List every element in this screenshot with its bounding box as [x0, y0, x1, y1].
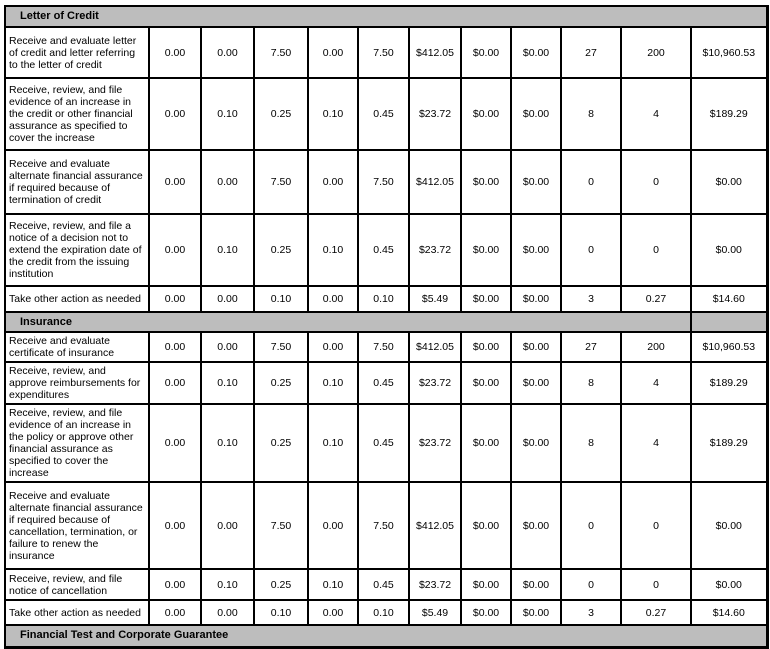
section-header-label: Letter of Credit: [5, 6, 767, 27]
value-cell: $0.00: [461, 286, 511, 312]
value-cell: $0.00: [461, 600, 511, 625]
value-cell: $5.49: [409, 600, 461, 625]
value-cell: $0.00: [511, 78, 561, 150]
activity-cell: Receive and evaluate alternate financial assurance if required because of termination of credit: [5, 150, 149, 214]
value-cell: $0.00: [461, 569, 511, 600]
value-cell: $189.29: [691, 404, 767, 482]
value-cell: $5.49: [409, 286, 461, 312]
table-row: [5, 362, 767, 404]
value-cell: $0.00: [511, 150, 561, 214]
value-cell: $0.00: [461, 27, 511, 78]
section-header-label: Financial Test and Corporate Guarantee: [5, 625, 767, 647]
table-row: [5, 286, 767, 312]
value-cell: 0.00: [149, 214, 201, 286]
value-cell: 0.10: [254, 600, 308, 625]
value-cell: $412.05: [409, 482, 461, 569]
value-cell: 8: [561, 78, 621, 150]
value-cell: $0.00: [511, 600, 561, 625]
value-cell: 0.10: [308, 78, 358, 150]
value-cell: 0.00: [149, 332, 201, 362]
value-cell: 7.50: [254, 482, 308, 569]
value-cell: 0.10: [308, 404, 358, 482]
value-cell: 3: [561, 286, 621, 312]
value-cell: 0.25: [254, 78, 308, 150]
value-cell: 0: [621, 150, 691, 214]
value-cell: $0.00: [691, 214, 767, 286]
table-row: [5, 332, 767, 362]
table-row: [5, 600, 767, 625]
value-cell: $0.00: [461, 332, 511, 362]
section-header-label: Insurance: [5, 312, 691, 332]
value-cell: 0.00: [149, 78, 201, 150]
value-cell: $0.00: [511, 404, 561, 482]
value-cell: 0.10: [201, 404, 254, 482]
value-cell: 4: [621, 362, 691, 404]
value-cell: 0: [561, 150, 621, 214]
value-cell: $14.60: [691, 286, 767, 312]
value-cell: $23.72: [409, 78, 461, 150]
value-cell: 200: [621, 27, 691, 78]
value-cell: 0.00: [201, 332, 254, 362]
activity-cell: Take other action as needed: [5, 286, 149, 312]
value-cell: $0.00: [511, 286, 561, 312]
value-cell: 0.00: [201, 482, 254, 569]
value-cell: 0.25: [254, 404, 308, 482]
value-cell: 8: [561, 404, 621, 482]
value-cell: 0.25: [254, 214, 308, 286]
value-cell: $0.00: [511, 332, 561, 362]
value-cell: 0.27: [621, 600, 691, 625]
value-cell: 0.10: [308, 214, 358, 286]
value-cell: $189.29: [691, 78, 767, 150]
value-cell: 0.00: [201, 150, 254, 214]
value-cell: 0: [621, 214, 691, 286]
value-cell: $14.60: [691, 600, 767, 625]
value-cell: 200: [621, 332, 691, 362]
value-cell: 7.50: [254, 27, 308, 78]
value-cell: 0: [621, 482, 691, 569]
value-cell: 0.00: [149, 27, 201, 78]
activity-cell: Take other action as needed: [5, 600, 149, 625]
value-cell: $0.00: [461, 78, 511, 150]
value-cell: 0.10: [358, 600, 409, 625]
value-cell: 0.10: [201, 78, 254, 150]
value-cell: $0.00: [511, 27, 561, 78]
value-cell: $0.00: [461, 214, 511, 286]
value-cell: $23.72: [409, 569, 461, 600]
table-row: [5, 27, 767, 78]
value-cell: 27: [561, 27, 621, 78]
activity-cell: Receive and evaluate alternate financial assurance if required because of cancellation, termination, or failure to renew the insurance: [5, 482, 149, 569]
table-row: [5, 78, 767, 150]
activity-cell: Receive, review, and file notice of cancellation: [5, 569, 149, 600]
value-cell: 7.50: [358, 150, 409, 214]
value-cell: 0.00: [149, 600, 201, 625]
value-cell: 0.25: [254, 362, 308, 404]
value-cell: $23.72: [409, 404, 461, 482]
table-row: [5, 150, 767, 214]
value-cell: $0.00: [691, 150, 767, 214]
value-cell: 0.00: [149, 569, 201, 600]
value-cell: 0.10: [201, 214, 254, 286]
value-cell: 0.00: [149, 362, 201, 404]
value-cell: 0.00: [201, 286, 254, 312]
value-cell: 0.10: [254, 286, 308, 312]
value-cell: 0.10: [308, 569, 358, 600]
value-cell: $23.72: [409, 362, 461, 404]
section-header-spacer-cell: [691, 312, 767, 332]
table-row: [5, 214, 767, 286]
value-cell: $0.00: [691, 569, 767, 600]
value-cell: 0.00: [149, 150, 201, 214]
section-header-row: [5, 6, 767, 27]
value-cell: 0.10: [308, 362, 358, 404]
value-cell: 7.50: [254, 150, 308, 214]
activity-cell: Receive, review, and file a notice of a decision not to extend the expiration date of the credit from the issuing institution: [5, 214, 149, 286]
value-cell: 0.00: [308, 482, 358, 569]
value-cell: 0.00: [201, 600, 254, 625]
value-cell: $0.00: [461, 404, 511, 482]
value-cell: 0: [561, 482, 621, 569]
value-cell: 0.45: [358, 214, 409, 286]
value-cell: 0.00: [308, 150, 358, 214]
value-cell: 0.10: [201, 569, 254, 600]
value-cell: 0.00: [201, 27, 254, 78]
value-cell: 4: [621, 404, 691, 482]
value-cell: 0.45: [358, 404, 409, 482]
value-cell: 7.50: [358, 332, 409, 362]
activity-cell: Receive, review, and file evidence of an increase in the policy or approve other financial assurance as specified to cover the increase: [5, 404, 149, 482]
value-cell: $0.00: [511, 214, 561, 286]
value-cell: $10,960.53: [691, 332, 767, 362]
value-cell: $10,960.53: [691, 27, 767, 78]
value-cell: 0.25: [254, 569, 308, 600]
value-cell: 0.00: [149, 286, 201, 312]
table-row: [5, 482, 767, 569]
value-cell: 0.45: [358, 569, 409, 600]
value-cell: $189.29: [691, 362, 767, 404]
activity-cell: Receive and evaluate letter of credit and letter referring to the letter of credit: [5, 27, 149, 78]
value-cell: 0.00: [149, 482, 201, 569]
value-cell: 0: [621, 569, 691, 600]
table-body: [5, 6, 767, 647]
value-cell: 7.50: [358, 27, 409, 78]
value-cell: $412.05: [409, 27, 461, 78]
section-header-row: [5, 625, 767, 647]
table-row: [5, 569, 767, 600]
value-cell: $0.00: [691, 482, 767, 569]
activity-cell: Receive, review, and approve reimbursements for expenditures: [5, 362, 149, 404]
value-cell: 0.10: [201, 362, 254, 404]
value-cell: 0.27: [621, 286, 691, 312]
activity-cell: Receive and evaluate certificate of insurance: [5, 332, 149, 362]
value-cell: 4: [621, 78, 691, 150]
value-cell: $0.00: [511, 482, 561, 569]
value-cell: 0.45: [358, 78, 409, 150]
value-cell: $0.00: [511, 362, 561, 404]
value-cell: $0.00: [461, 482, 511, 569]
table-row: [5, 404, 767, 482]
burden-cost-table: [4, 5, 769, 649]
value-cell: 0.00: [149, 404, 201, 482]
value-cell: 3: [561, 600, 621, 625]
activity-cell: Receive, review, and file evidence of an increase in the credit or other financial assurance as specified to cover the increase: [5, 78, 149, 150]
value-cell: $412.05: [409, 150, 461, 214]
value-cell: $0.00: [511, 569, 561, 600]
value-cell: 8: [561, 362, 621, 404]
value-cell: $23.72: [409, 214, 461, 286]
value-cell: 0.10: [358, 286, 409, 312]
value-cell: $0.00: [461, 362, 511, 404]
value-cell: 27: [561, 332, 621, 362]
value-cell: 0.00: [308, 332, 358, 362]
value-cell: 0.00: [308, 27, 358, 78]
value-cell: $412.05: [409, 332, 461, 362]
value-cell: 7.50: [254, 332, 308, 362]
value-cell: 0: [561, 214, 621, 286]
value-cell: 7.50: [358, 482, 409, 569]
value-cell: 0.00: [308, 600, 358, 625]
value-cell: 0: [561, 569, 621, 600]
value-cell: 0.45: [358, 362, 409, 404]
value-cell: 0.00: [308, 286, 358, 312]
section-header-row: [5, 312, 767, 332]
value-cell: $0.00: [461, 150, 511, 214]
